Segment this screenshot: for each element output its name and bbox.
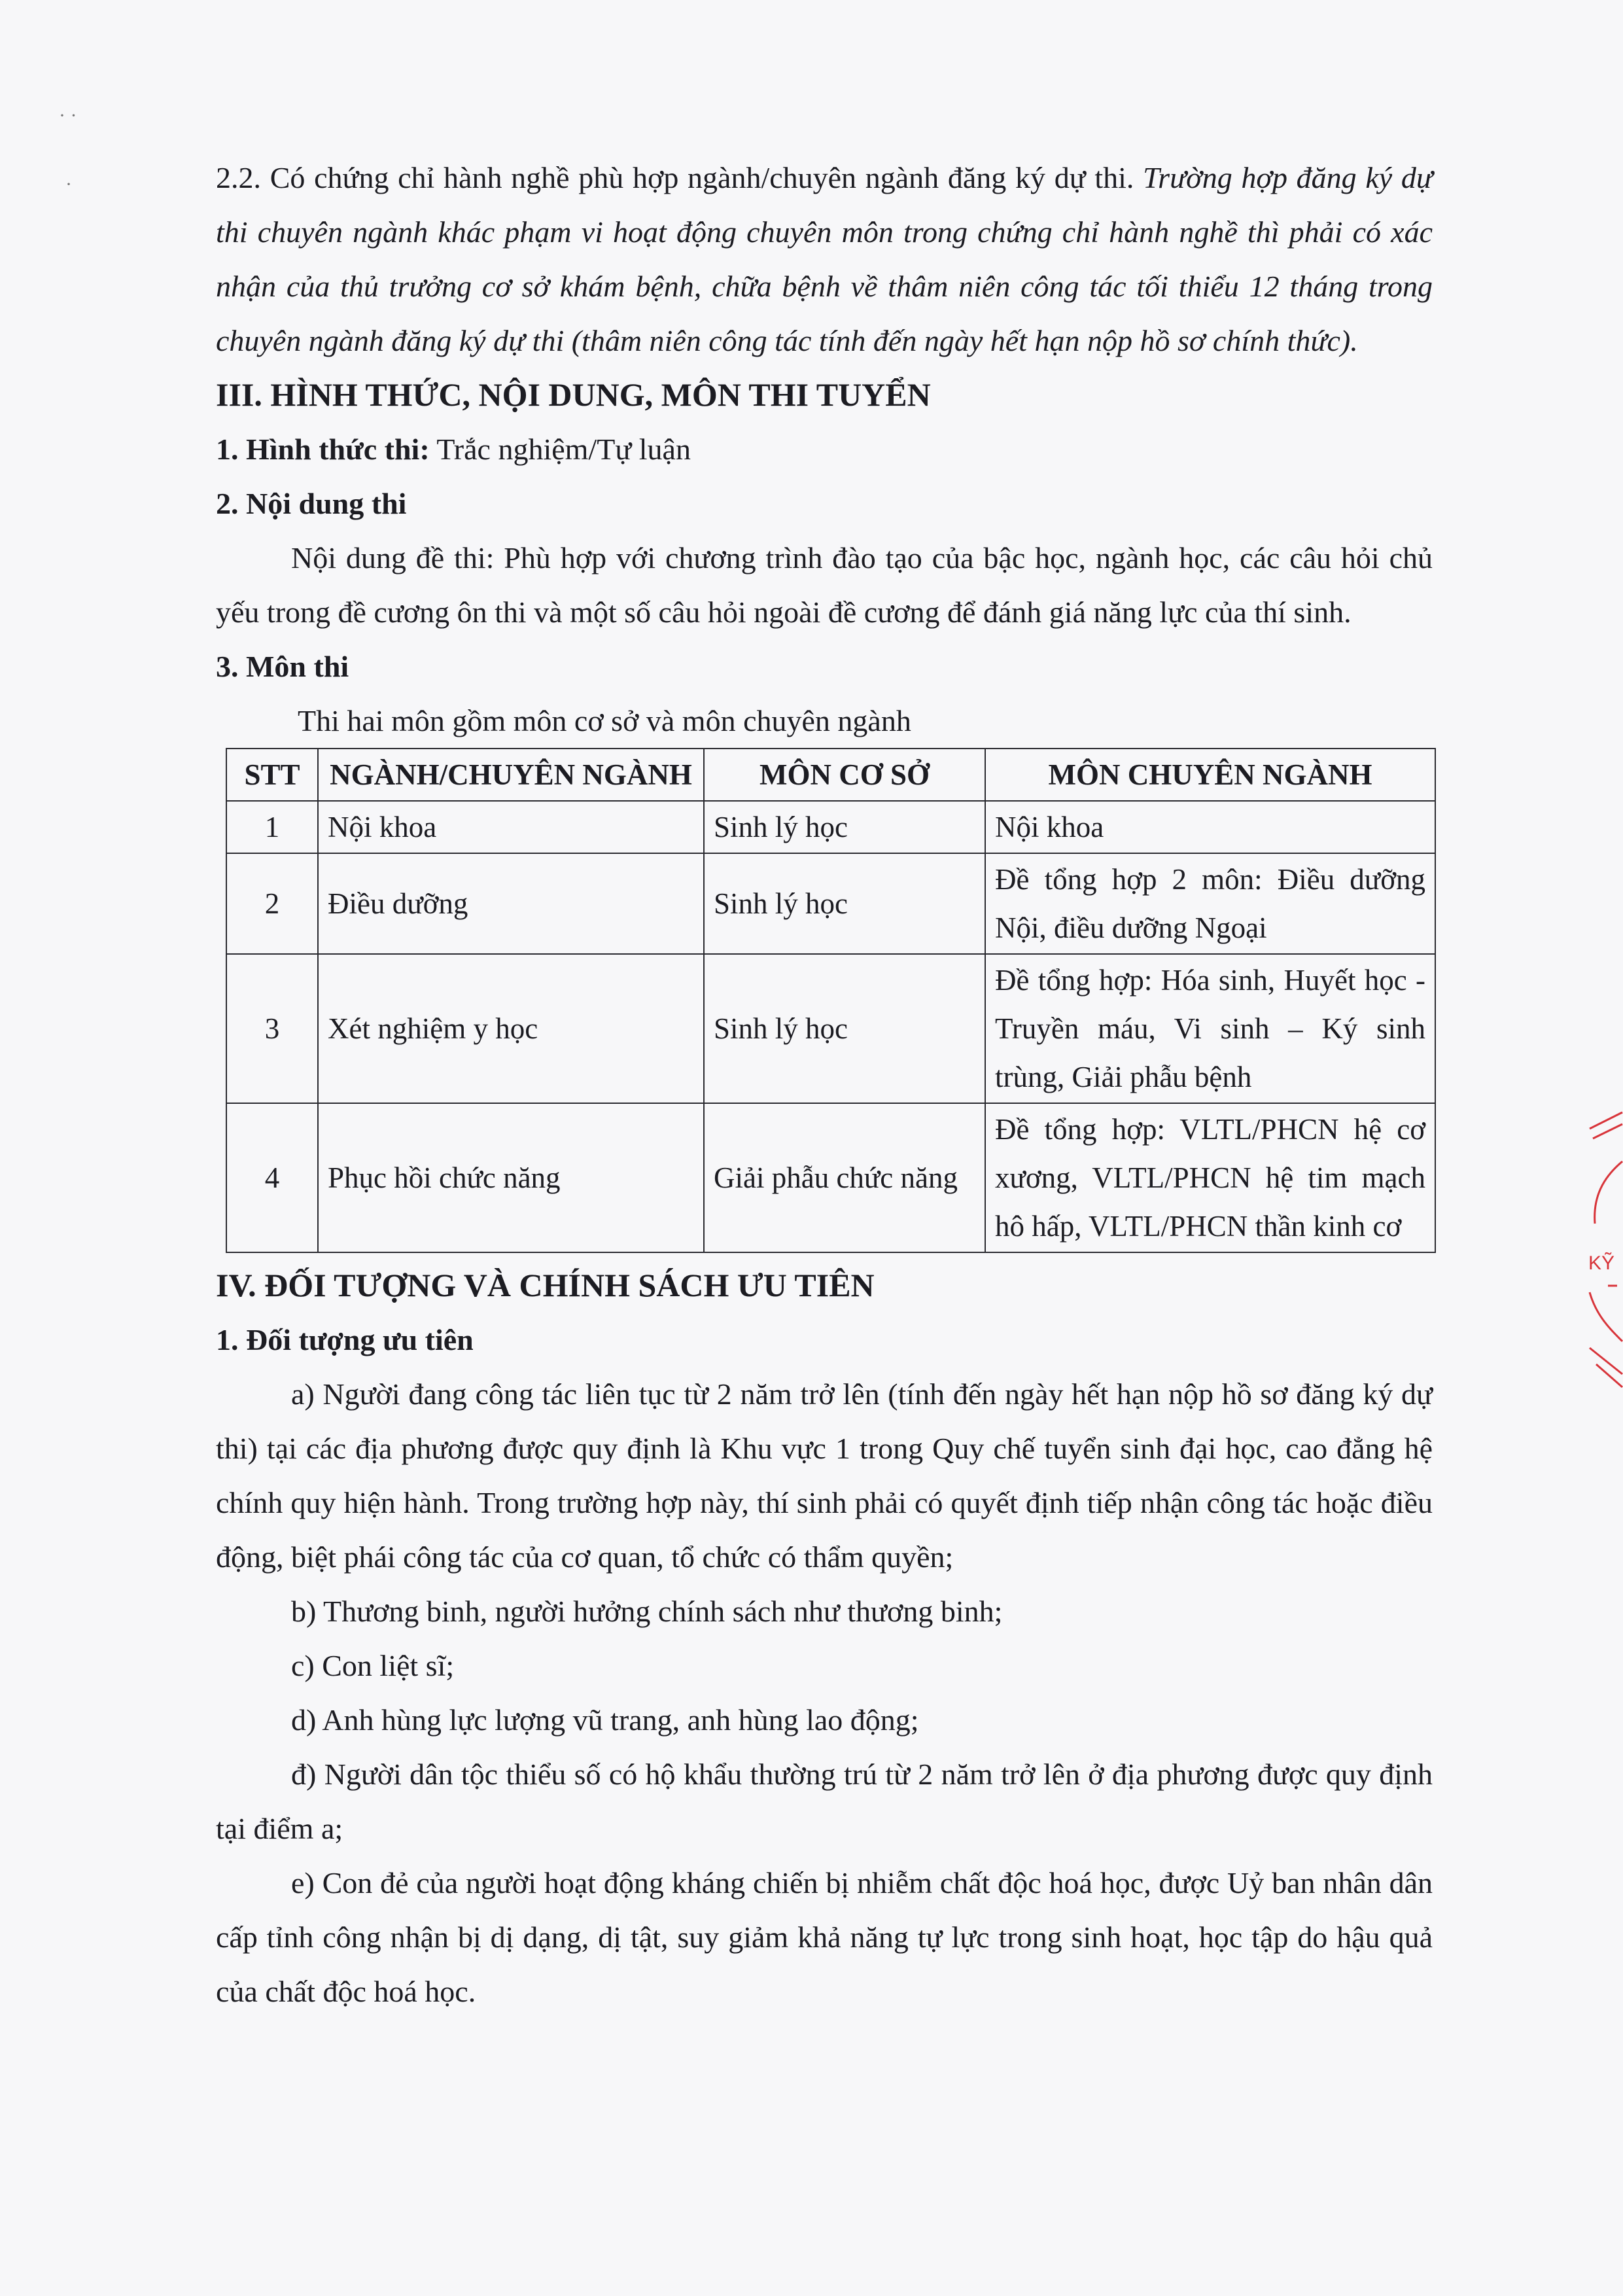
priority-item-b: b) Thương binh, người hưởng chính sách như thương binh; [291, 1595, 1003, 1628]
cell-stt: 2 [226, 853, 318, 954]
header-specialty-subject: MÔN CHUYÊN NGÀNH [985, 749, 1435, 801]
header-base-subject: MÔN CƠ SỞ [704, 749, 985, 801]
cell-specialty-subject: Đề tổng hợp 2 môn: Điều dưỡng Nội, điều dưỡng Ngoại [985, 853, 1435, 954]
exam-form-label: 1. Hình thức thi: [216, 433, 430, 466]
section-iii-heading: III. HÌNH THỨC, NỘI DUNG, MÔN THI TUYỂN [216, 376, 931, 413]
exam-subjects-intro: Thi hai môn gồm môn cơ sở và môn chuyên ngành [298, 704, 911, 737]
exam-subjects-heading: 3. Môn thi [216, 650, 349, 683]
section-iv-heading: IV. ĐỐI TƯỢNG VÀ CHÍNH SÁCH ƯU TIÊN [216, 1267, 875, 1303]
table-row [226, 1103, 1435, 1252]
cell-major: Điều dưỡng [318, 853, 704, 954]
table-header-row [226, 749, 1435, 801]
stamp-text: KỸ [1588, 1252, 1615, 1274]
cell-specialty-subject: Nội khoa [985, 801, 1435, 853]
table-row [226, 853, 1435, 954]
header-major: NGÀNH/CHUYÊN NGÀNH [318, 749, 704, 801]
scan-speck: · · [59, 105, 77, 126]
header-stt: STT [226, 749, 318, 801]
priority-item-d: d) Anh hùng lực lượng vũ trang, anh hùng lao động; [291, 1703, 919, 1737]
priority-heading: 1. Đối tượng ưu tiên [216, 1323, 474, 1356]
paragraph-2-2-italic: Trường hợp đăng ký dự thi chuyên ngành khác phạm vi hoạt động chuyên môn trong chứng chỉ hành nghề thì phải có xác nhận của thủ trưởng cơ sở khám bệnh, chữa bệnh về thâm niên công tác tối thiểu 12 tháng trong chuyên ngành đăng ký dự thi (thâm niên công tác tính đến ngày hết hạn nộp hồ sơ chính thức). [216, 161, 1433, 357]
red-seal-stamp [1577, 1099, 1623, 1394]
cell-stt: 3 [226, 954, 318, 1103]
cell-base-subject: Sinh lý học [704, 801, 985, 853]
cell-major: Nội khoa [318, 801, 704, 853]
cell-stt: 1 [226, 801, 318, 853]
exam-content-heading: 2. Nội dung thi [216, 487, 407, 520]
cell-major: Xét nghiệm y học [318, 954, 704, 1103]
cell-specialty-subject: Đề tổng hợp: VLTL/PHCN hệ cơ xương, VLTL/PHCN hệ tim mạch hô hấp, VLTL/PHCN thần kinh cơ [985, 1103, 1435, 1252]
paragraph-2-2-regular: 2.2. Có chứng chỉ hành nghề phù hợp ngành/chuyên ngành đăng ký dự thi. [216, 161, 1143, 194]
priority-item-e: e) Con đẻ của người hoạt động kháng chiến bị nhiễm chất độc hoá học, được Uỷ ban nhân dân cấp tỉnh công nhận bị dị dạng, dị tật, suy giảm khả năng tự lực trong sinh hoạt, học tập do hậu quả của chất độc hoá học. [216, 1866, 1433, 2008]
priority-item-c: c) Con liệt sĩ; [291, 1649, 455, 1682]
cell-base-subject: Sinh lý học [704, 853, 985, 954]
subjects-table [226, 748, 1436, 1253]
table-row [226, 801, 1435, 853]
document-body [216, 150, 1433, 2019]
priority-item-a: a) Người đang công tác liên tục từ 2 năm trở lên (tính đến ngày hết hạn nộp hồ sơ đăng ký dự thi) tại các địa phương được quy định là Khu vực 1 trong Quy chế tuyển sinh đại học, cao đẳng hệ chính quy hiện hành. Trong trường hợp này, thí sinh phải có quyết định tiếp nhận công tác hoặc điều động, biệt phái công tác của cơ quan, tổ chức có thẩm quyền; [216, 1377, 1433, 1574]
exam-content-text: Nội dung đề thi: Phù hợp với chương trình đào tạo của bậc học, ngành học, các câu hỏi chủ yếu trong đề cương ôn thi và một số câu hỏi ngoài đề cương để đánh giá năng lực của thí sinh. [216, 541, 1433, 629]
exam-form-value: Trắc nghiệm/Tự luận [429, 433, 691, 466]
scan-speck: · [65, 173, 72, 195]
cell-stt: 4 [226, 1103, 318, 1252]
priority-item-dd: đ) Người dân tộc thiểu số có hộ khẩu thường trú từ 2 năm trở lên ở địa phương được quy định tại điểm a; [216, 1757, 1433, 1845]
cell-specialty-subject: Đề tổng hợp: Hóa sinh, Huyết học -Truyền máu, Vi sinh – Ký sinh trùng, Giải phẫu bệnh [985, 954, 1435, 1103]
cell-base-subject: Sinh lý học [704, 954, 985, 1103]
cell-major: Phục hồi chức năng [318, 1103, 704, 1252]
cell-base-subject: Giải phẫu chức năng [704, 1103, 985, 1252]
table-row [226, 954, 1435, 1103]
paragraph-2-2 [216, 150, 1433, 368]
exam-form-line [216, 422, 1433, 476]
